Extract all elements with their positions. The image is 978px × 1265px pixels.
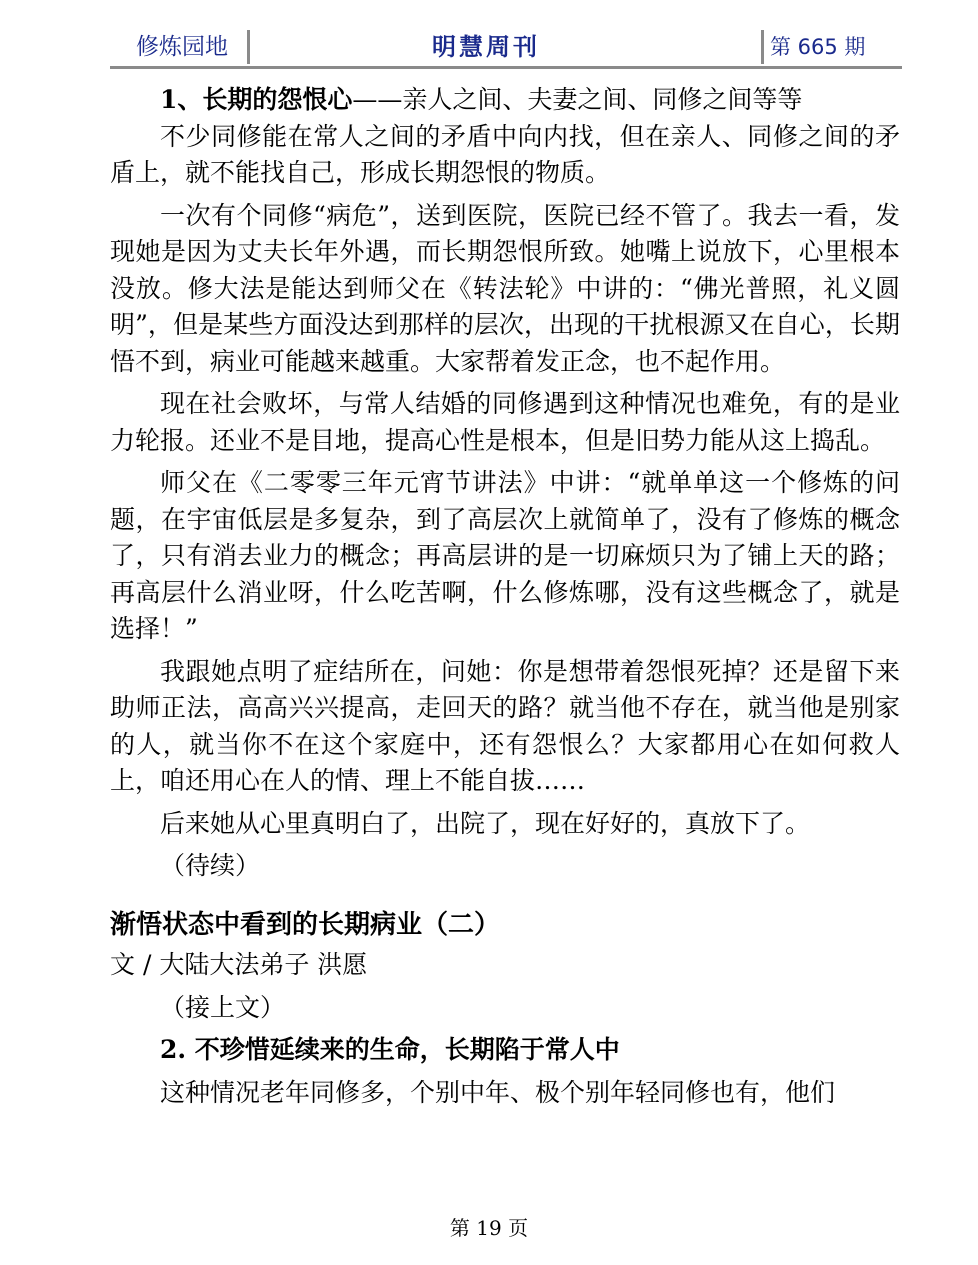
article1-paragraph: 不少同修能在常人之间的矛盾中向内找，但在亲人、同修之间的矛盾上，就不能找自己，形成长期怨恨的物质。 xyxy=(110,121,900,187)
issue-number: 第 665 期 xyxy=(770,35,866,59)
header-divider-left xyxy=(247,30,250,64)
article1-paragraph: 一次有个同修“病危”，送到医院，医院已经不管了。我去一看，发现她是因为丈夫长年外遇，而长期怨恨所致。她嘴上说放下，心里根本没放。修大法是能达到师父在《转法轮》中讲的：“佛光普照，礼义圆明”，但是某些方面没达到那样的层次，出现的干扰根源又在自心，长期悟不到，病业可能越来越重。大家帮着发正念，也不起作用。 xyxy=(110,200,900,376)
article2-paragraph: 这种情况老年同修多，个别中年、极个别年轻同修也有，他们 xyxy=(160,1077,836,1107)
page-number: 第 19 页 xyxy=(449,1216,529,1240)
article1-paragraph: 师父在《二零零三年元宵节讲法》中讲：“就单单这一个修炼的问题，在宇宙低层是多复杂，到了高层次上就简单了，没有了修炼的概念了，只有消去业力的概念；再高层讲的是一切麻烦只为了铺上天的路；再高层什么消业呀，什么吃苦啊，什么修炼哪，没有这些概念了，就是选择！” xyxy=(110,468,900,643)
page-header xyxy=(110,22,902,69)
article2-byline: 文 / 大陆大法弟子 洪愿 xyxy=(110,950,368,979)
section-name: 修炼园地 xyxy=(136,34,228,60)
article2-title: 渐悟状态中看到的长期病业（二） xyxy=(110,909,501,940)
article1-paragraph: 现在社会败坏，与常人结婚的同修遇到这种情况也难免，有的是业力轮报。还业不是目地，提高心性是根本，但是旧势力能从这上捣乱。 xyxy=(110,389,900,455)
article1-heading xyxy=(110,82,900,119)
page-content xyxy=(110,82,900,1111)
article2-subheading: 2. 不珍惜延续来的生命，长期陷于常人中 xyxy=(160,1035,620,1064)
article1-heading-rest: ——亲人之间、夫妻之间、同修之间等等 xyxy=(352,85,803,114)
article1-paragraph: 后来她从心里真明白了，出院了，现在好好的，真放下了。 xyxy=(160,808,811,838)
article1-paragraph: 我跟她点明了症结所在，问她：你是想带着怨恨死掉？还是留下来助师正法，高高兴兴提高，走回天的路？就当他不存在，就当他是别家的人，就当你不在这个家庭中，还有怨恨么？大家都用心在如何救人上，咱还用心在人的情、理上不能自拔…… xyxy=(110,656,900,795)
article1-to-be-continued: （待续） xyxy=(160,851,261,880)
article1-heading-bold: 1、长期的怨恨心 xyxy=(160,85,353,114)
article2-continued: （接上文） xyxy=(160,992,286,1022)
header-divider-right xyxy=(761,30,764,64)
publication-title: 明慧周刊 xyxy=(432,33,540,61)
